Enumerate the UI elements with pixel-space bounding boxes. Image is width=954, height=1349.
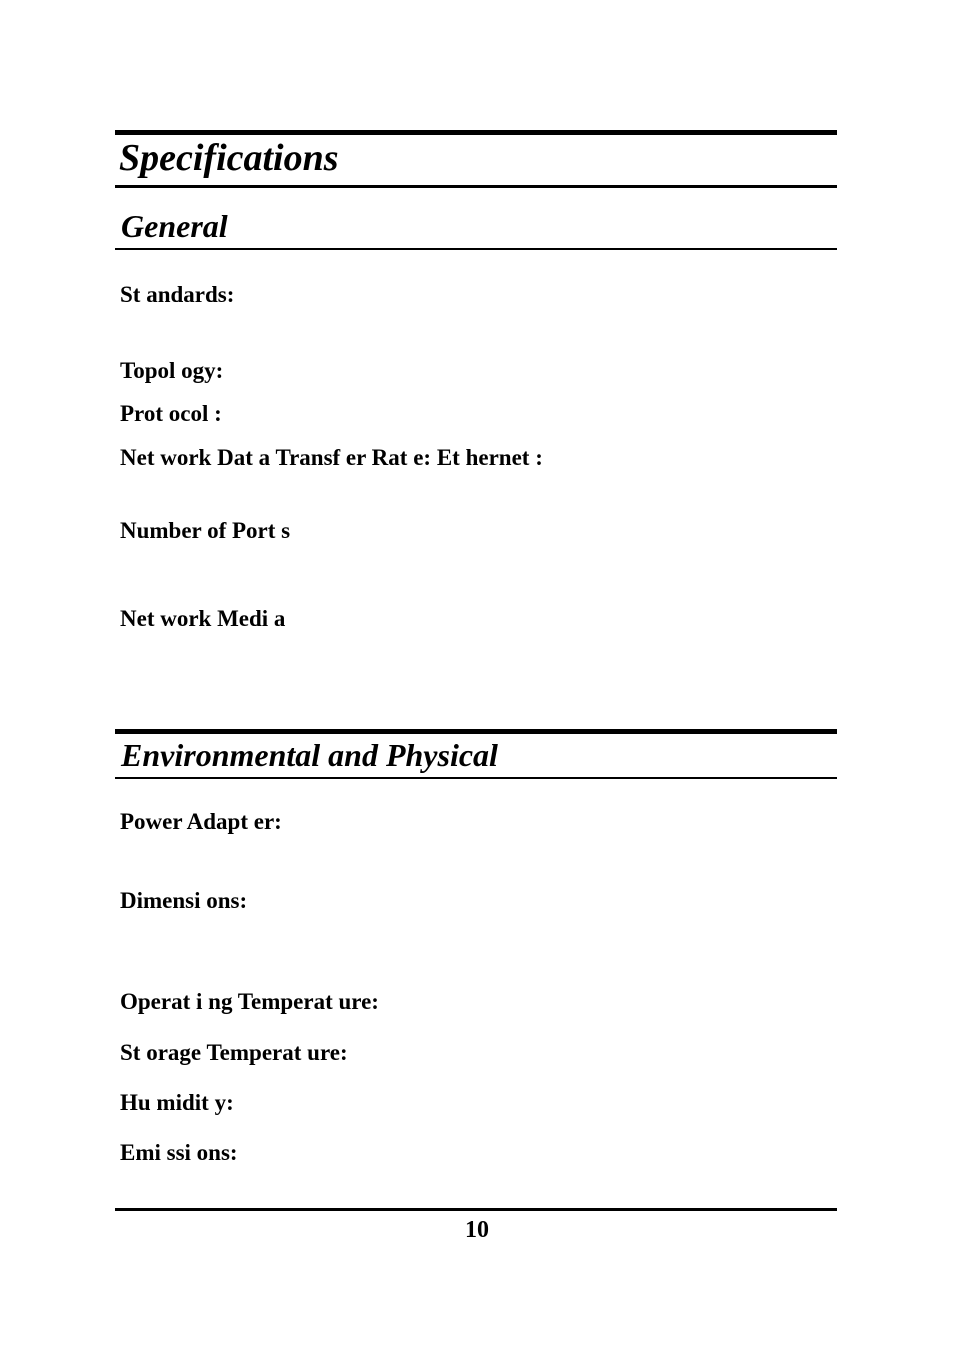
- section-top-rule-environmental: [115, 729, 837, 734]
- section-heading-general: General: [121, 208, 228, 244]
- page-number: 10: [465, 1217, 489, 1243]
- section-rule-environmental: [115, 777, 837, 779]
- footer-rule: [115, 1208, 837, 1211]
- spec-label-topology: Topol ogy:: [120, 358, 224, 383]
- spec-label-operating-temperature: Operat i ng Temperat ure:: [120, 989, 379, 1014]
- spec-label-protocol: Prot ocol :: [120, 401, 222, 426]
- page-title: Specifications: [119, 137, 339, 179]
- title-bottom-rule: [115, 185, 837, 188]
- section-heading-environmental-physical: Environmental and Physical: [121, 737, 498, 773]
- spec-label-emissions: Emi ssi ons:: [120, 1140, 238, 1165]
- spec-label-network-media: Net work Medi a: [120, 606, 286, 631]
- section-rule-general: [115, 248, 837, 250]
- spec-label-network-data-transfer-rate: Net work Dat a Transf er Rat e: Et hernet :: [120, 445, 543, 470]
- spec-label-humidity: Hu midit y:: [120, 1090, 234, 1115]
- spec-label-storage-temperature: St orage Temperat ure:: [120, 1040, 348, 1065]
- spec-label-power-adapter: Power Adapt er:: [120, 809, 282, 834]
- spec-label-standards: St andards:: [120, 282, 235, 307]
- spec-label-number-of-ports: Number of Port s: [120, 518, 291, 543]
- spec-label-dimensions: Dimensi ons:: [120, 888, 248, 913]
